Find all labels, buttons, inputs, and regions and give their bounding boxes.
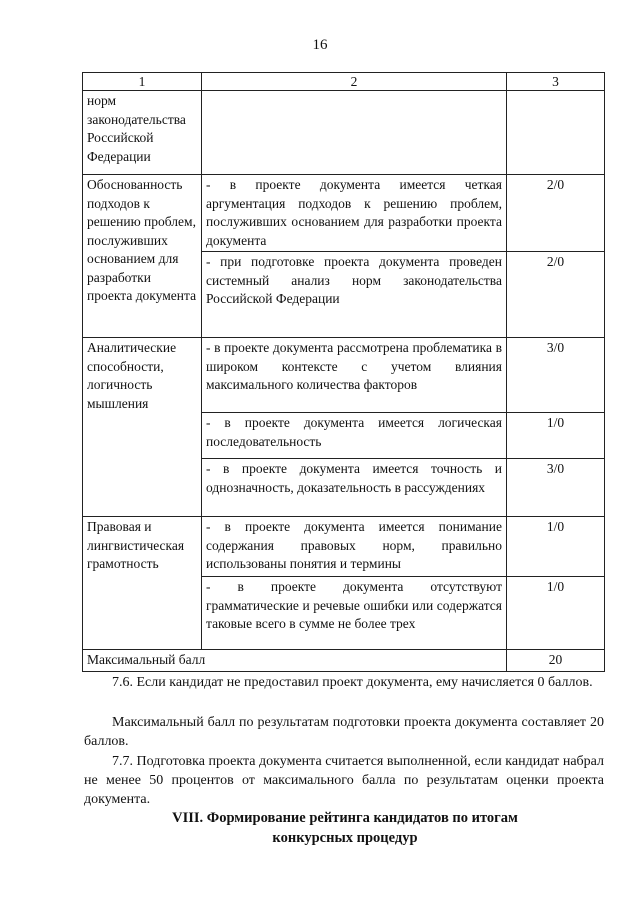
total-row	[83, 650, 605, 672]
criterion-cell: Аналитические способности, логичность мышления	[83, 338, 202, 517]
score-cell: 1/0	[507, 517, 605, 577]
paragraph-7-6: 7.6. Если кандидат не предоставил проект документа, ему начисляется 0 баллов.	[112, 675, 593, 690]
score-cell: 2/0	[507, 175, 605, 252]
empty-description-cell	[202, 91, 507, 175]
indicator-cell: - в проекте документа рассмотрена проблематика в широком контексте с учетом влияния максимального количества факторов	[202, 338, 507, 413]
paragraph-7-7: 7.7. Подготовка проекта документа считается выполненной, если кандидат набрал не менее 50 процентов от максимального балла по результатам оценки проекта документа.	[84, 754, 604, 807]
empty-score-cell	[507, 91, 605, 175]
table-header-row	[83, 73, 605, 91]
indicator-cell: - в проекте документа имеется точность и однозначность, доказательность в рассуждениях	[202, 459, 507, 517]
criterion-cell: Правовая и лингвистическая грамотность	[83, 517, 202, 650]
section-heading: VIII. Формирование рейтинга кандидатов по итогам конкурсных процедур	[172, 810, 518, 846]
score-cell: 1/0	[507, 413, 605, 459]
column-header-1: 1	[83, 73, 202, 91]
continued-criterion-cell: норм законодательства Российской Федерации	[83, 91, 202, 175]
table-row	[83, 91, 605, 175]
indicator-cell: - в проекте документа имеется логическая последовательность	[202, 413, 507, 459]
indicator-cell: - в проекте документа имеется четкая аргументация подходов к решению проблем, послуживших основанием для разработки проекта документа	[202, 175, 507, 252]
table-row	[83, 338, 605, 413]
score-cell: 2/0	[507, 252, 605, 338]
score-cell: 3/0	[507, 338, 605, 413]
table-row	[83, 517, 605, 577]
score-cell: 3/0	[507, 459, 605, 517]
table-row	[83, 175, 605, 252]
indicator-cell: - в проекте документа отсутствуют грамматические и речевые ошибки или содержатся таковые всего в сумме не более трех	[202, 577, 507, 650]
evaluation-criteria-table	[82, 72, 605, 672]
total-value: 20	[507, 650, 605, 672]
criterion-cell: Обоснованность подходов к решению проблем, послуживших основанием для разработки проекта документа	[83, 175, 202, 338]
paragraph-max-score: Максимальный балл по результатам подготовки проекта документа составляет 20 баллов.	[84, 715, 604, 749]
column-header-2: 2	[202, 73, 507, 91]
indicator-cell: - при подготовке проекта документа проведен системный анализ норм законодательства Российской Федерации	[202, 252, 507, 338]
column-header-3: 3	[507, 73, 605, 91]
total-label: Максимальный балл	[83, 650, 507, 672]
score-cell: 1/0	[507, 577, 605, 650]
page-number: 16	[312, 37, 328, 53]
indicator-cell: - в проекте документа имеется понимание содержания правовых норм, правильно использованы понятия и термины	[202, 517, 507, 577]
